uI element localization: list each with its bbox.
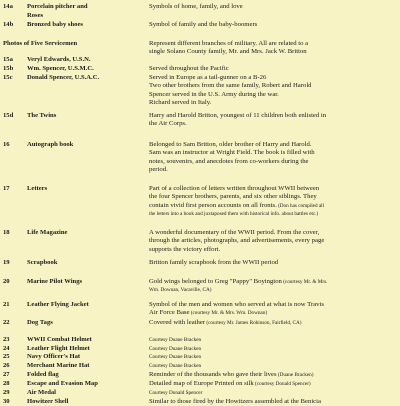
- entry-title: Porcelain pitcher and: [27, 3, 88, 10]
- entry-title: Letters: [27, 185, 48, 192]
- courtesy-note: (courtesy Mr. & Mrs. Wm. Downan): [189, 310, 268, 317]
- courtesy-note: (Don has compiled all the letters into a book and juxtaposed them with historical info. about battles etc.): [149, 202, 325, 218]
- entry-title: WWII Combat Helmet: [27, 336, 92, 343]
- entry-description: Symbols of home, family, and love: [149, 3, 243, 10]
- entry-title: Autograph book: [27, 141, 74, 148]
- entry-title: Escape and Evasion Map: [27, 380, 98, 387]
- entry-description: [149, 336, 397, 344]
- entry-title: Marine Pilot Wings: [27, 278, 83, 285]
- courtesy-note: (courtesy Donald Spencer): [253, 381, 311, 387]
- courtesy-note: Courtesy Duane Bracken: [149, 363, 202, 369]
- entry-number: 21: [3, 301, 10, 308]
- entry-title: Merchant Marine Hat: [27, 362, 90, 369]
- entry-description: [149, 353, 397, 361]
- entry-description: Gold wings belonged to Greg "Pappy" Boyington (courtesy Mr. & Mrs. Wm. Downan, Vacaville, CA): [149, 278, 328, 294]
- entry-description: Symbol of the men and women who served at what is now Travis Air Force Base (courtesy Mr. & Mrs. Wm. Downan): [149, 301, 324, 317]
- entry-description: Served throughout the Pacific: [149, 65, 229, 72]
- entry-title: Bronzed baby shoes: [27, 21, 83, 28]
- entry-number: 15a: [3, 56, 13, 63]
- courtesy-note: Courtesy Duane Bracken: [149, 346, 202, 352]
- entry-number: 19: [3, 259, 10, 266]
- entry-title: Folded flag: [27, 371, 59, 378]
- entry-number: 22: [3, 319, 10, 326]
- entry-number: 15b: [3, 65, 14, 72]
- entry-title: Donald Spencer, U.S.A.C.: [27, 74, 100, 81]
- entry-number: 17: [3, 185, 10, 192]
- entry-number: 15d: [3, 112, 14, 119]
- entry-description: Similar to those fired by the Howitzers assembled at the Benicia: [149, 398, 321, 405]
- entry-number: 23: [3, 336, 10, 343]
- entry-number: 29: [3, 389, 10, 396]
- entry-description: Symbol of family and the baby-boomers: [149, 21, 258, 28]
- entry-description: Detailed map of Europe Printed on silk (courtesy Donald Spencer): [149, 380, 311, 387]
- courtesy-note: (Duane Bracken): [276, 372, 314, 378]
- entry-number: 16: [3, 141, 10, 148]
- entry-number: 27: [3, 371, 10, 378]
- entry-number: 18: [3, 229, 10, 236]
- entry-title: Scrapbook: [27, 259, 58, 266]
- entry-title: Life Magazine: [27, 229, 68, 236]
- entry-number: 20: [3, 278, 10, 285]
- courtesy-note: (courtesy Mr. James Robinson, Fairfield, CA): [205, 320, 302, 326]
- entry-number: 14a: [3, 3, 13, 10]
- entry-number: 30: [3, 398, 10, 405]
- entry-description: [149, 389, 397, 397]
- entry-number: 15c: [3, 74, 13, 81]
- entry-title: Howitzer Shell: [27, 398, 69, 405]
- section-heading: Photos of Five Servicemen: [3, 40, 78, 47]
- entry-description: Served in Europe as a tail-gunner on a B-26 Two other brothers from the same family, Robert and Harold Spencer served in the U.S. Army during the war. Richard served in Italy.: [149, 74, 312, 107]
- entry-title: The Twins: [27, 112, 57, 119]
- entry-description: Covered with leather (courtesy Mr. James Robinson, Fairfield, CA): [149, 319, 302, 326]
- entry-description: Belonged to Sam Britton, older brother of Harry and Harold. Sam was an instructor at Wright Field. The book is filled with notes, souvenirs, and anecdotes from co-workers during the period.: [149, 141, 315, 174]
- entry-number: 24: [3, 345, 10, 352]
- entry-title: Air Medal: [27, 389, 56, 396]
- entry-title: Leather Flying Jacket: [27, 301, 89, 308]
- entry-title: Veryl Edwards, U.S.N.: [27, 56, 91, 63]
- entry-number: 28: [3, 380, 10, 387]
- entry-number: 14b: [3, 21, 14, 28]
- entry-title: Navy Officer's Hat: [27, 353, 81, 360]
- entry-title: Wm. Spencer, U.S.M.C.: [27, 65, 94, 72]
- courtesy-note: Courtesy Duane Bracken: [149, 337, 202, 343]
- entry-description: Represent different branches of military. All are related to a single Solano County family, Mr. and Mrs. Jack W. Britton: [149, 40, 309, 56]
- entry-number: 26: [3, 362, 10, 369]
- entry-title: Leather Flight Helmet: [27, 345, 90, 352]
- entry-description: Harry and Harold Britton, youngest of 11 children both enlisted in the Air Corps.: [149, 112, 327, 128]
- entry-number: 25: [3, 353, 10, 360]
- entry-title: Dog Tags: [27, 319, 53, 326]
- courtesy-note: Courtesy Duane Bracken: [149, 354, 202, 360]
- entry-title: Roses: [27, 12, 44, 19]
- entry-description: Britton family scrapbook from the WWII period: [149, 259, 279, 266]
- entry-description: Reminder of the thousands who gave their lives (Duane Bracken): [149, 371, 314, 378]
- entry-description: A wonderful documentary of the WWII period. From the cover, through the articles, photographs, and advertisements, every page supports the victory effort.: [149, 229, 325, 253]
- courtesy-note: Courtesy Donald Spencer: [149, 390, 203, 396]
- courtesy-note: (courtesy Mr. & Mrs. Wm. Downan, Vacaville, CA): [149, 279, 328, 294]
- entry-description: [149, 362, 397, 370]
- entry-description: Part of a collection of letters written throughout WWII between the four Spencer brothers, parents, and six other siblings. They contain vivid first person accounts on all fronts. (Don has compiled all the letters into a book and juxtaposed them with historical info. about battles etc.): [149, 185, 325, 218]
